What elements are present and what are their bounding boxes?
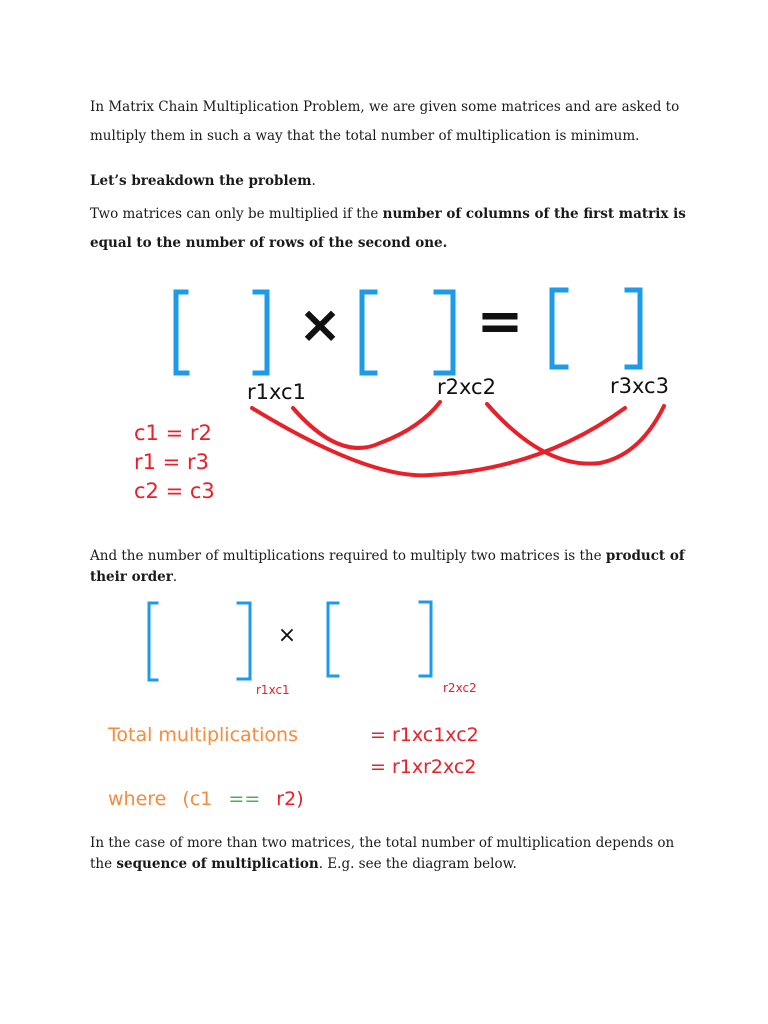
sequence-bold: sequence of multiplication (116, 856, 319, 872)
condition-2: r1 = r3 (134, 450, 209, 474)
where-label: where (108, 788, 167, 810)
connection-arcs (252, 402, 664, 475)
formula-label: Total multiplications (108, 724, 298, 746)
times-symbol: × (298, 295, 342, 355)
arc-c2-c3 (487, 404, 664, 464)
product-suffix: . (172, 569, 178, 585)
where-clause (108, 788, 304, 810)
sequence-paragraph (90, 833, 690, 875)
product-prefix: And the number of multiplications required to multiply two matrices is the (90, 548, 606, 564)
multiplication-count-diagram (0, 595, 768, 820)
right-bracket-3 (627, 290, 640, 367)
rule-bold: number of columns of the first matrix is equal to the number of rows of the second one. (90, 206, 686, 251)
left-bracket-3 (552, 290, 566, 367)
arc-r1-r3 (252, 408, 625, 475)
right-bracket-a (238, 603, 250, 679)
heading-text: Let’s breakdown the problem (90, 173, 312, 189)
right-bracket-b (420, 602, 431, 676)
formula-line-2: = r1xr2xc2 (370, 756, 477, 778)
where-close: r2) (276, 788, 304, 810)
dimension-label-a: r1xc1 (256, 683, 290, 697)
right-bracket-1 (255, 292, 267, 373)
equals-symbol: = (476, 289, 524, 354)
left-bracket-a (149, 603, 157, 680)
where-op: == (228, 788, 261, 810)
times-symbol-2: × (277, 623, 297, 648)
rule-prefix: Two matrices can only be multiplied if the (90, 206, 383, 222)
formula-line-1: = r1xc1xc2 (370, 724, 479, 746)
matrix-dimension-diagram (0, 280, 768, 510)
left-bracket-1 (176, 292, 187, 373)
left-bracket-2 (362, 292, 375, 373)
condition-1: c1 = r2 (134, 421, 212, 445)
condition-3: c2 = c3 (134, 479, 215, 503)
sequence-prefix: In the case of more than two matrices, the total number of multiplication depends on the (90, 835, 675, 872)
product-bold: product of their order (90, 548, 685, 585)
heading-suffix: . (311, 173, 316, 189)
left-bracket-b (328, 603, 338, 676)
dimension-label-3: r3xc3 (610, 374, 669, 398)
section-heading (90, 171, 690, 191)
dimension-label-b: r2xc2 (443, 681, 477, 695)
sequence-suffix: . E.g. see the diagram below. (318, 856, 517, 872)
right-bracket-2 (436, 292, 453, 373)
product-paragraph (90, 546, 690, 588)
matrix-brackets (176, 290, 640, 373)
rule-paragraph (90, 200, 690, 258)
dimension-label-2: r2xc2 (437, 375, 496, 399)
intro-paragraph: In Matrix Chain Multiplication Problem, we are given some matrices and are asked to multiply them in such a way that the total number of multiplication is minimum. (90, 99, 680, 144)
dimension-label-1: r1xc1 (247, 380, 306, 404)
where-open: (c1 (182, 788, 213, 810)
